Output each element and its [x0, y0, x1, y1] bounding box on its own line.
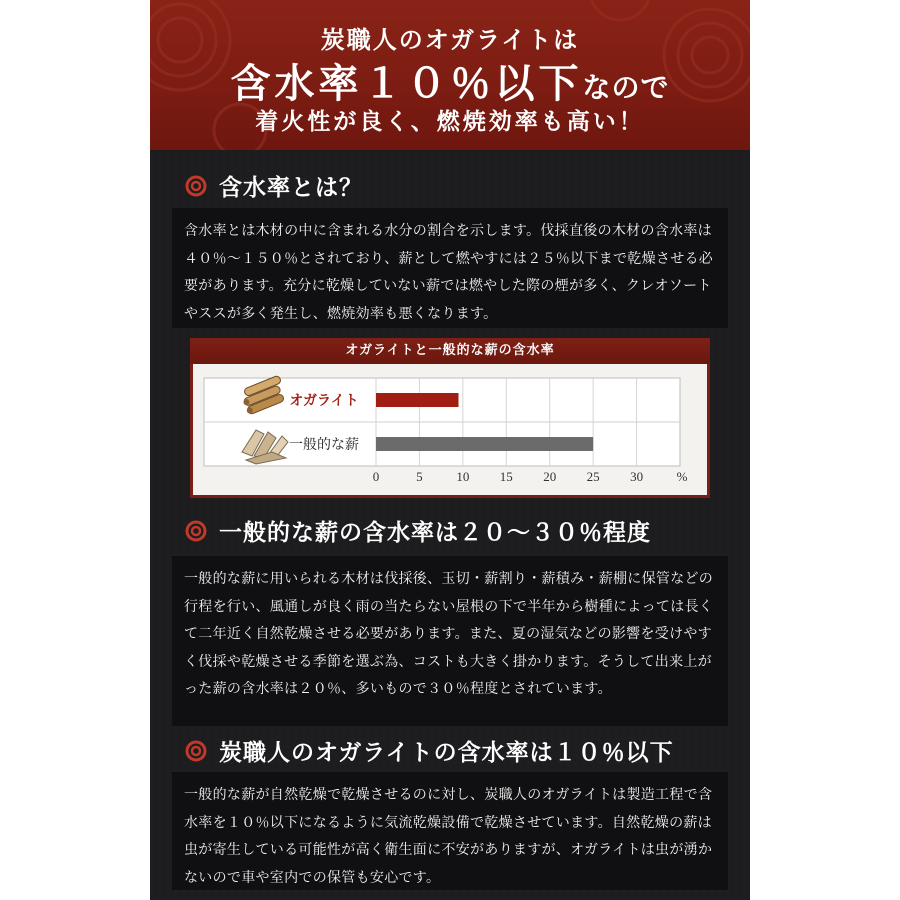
hero-line-2	[150, 52, 750, 109]
section-header-ogalite	[185, 730, 725, 772]
hero-line-3: 着火性が良く、燃焼効率も高い！	[255, 109, 645, 135]
section-body: 一般的な薪が自然乾燥で乾燥させるのに対し、炭職人のオガライトは製造工程で含水率を１０％以下になるように気流乾燥設備で乾燥させています。自然乾燥の薪は虫が寄生している可能性が高く衛生面に不安がありますが、オガライトは虫が湧かないので車や室内での保管も安心です。	[172, 772, 728, 890]
bar-firewood	[376, 437, 593, 451]
chart-x-ticks	[373, 469, 643, 484]
section-header-firewood	[185, 510, 725, 552]
swirl-icon	[185, 520, 207, 542]
bar-ogalite	[376, 393, 459, 407]
hero-headline: 含水率１０％以下	[230, 61, 583, 107]
x-axis-unit: %	[676, 469, 688, 484]
chart-plot	[190, 338, 710, 498]
hero-banner	[150, 0, 750, 150]
swirl-icon	[185, 175, 207, 197]
swirl-icon	[185, 740, 207, 762]
hero-headline-suffix: なので	[582, 71, 670, 104]
section-title: 含水率とは？	[219, 175, 363, 201]
x-tick-label: 0	[372, 469, 380, 484]
x-tick-label: 5	[416, 469, 423, 484]
section-title: 一般的な薪の含水率は２０～３０％程度	[219, 520, 651, 546]
content-panel	[150, 0, 750, 900]
x-tick-label: 25	[586, 469, 600, 484]
category-label-firewood: 一般的な薪	[289, 436, 359, 452]
chart-title: オガライトと一般的な薪の含水率	[345, 343, 555, 358]
hero-line-1: 炭職人のオガライトは	[320, 26, 580, 54]
x-tick-label: 20	[543, 469, 557, 484]
section-title: 炭職人のオガライトの含水率は１０％以下	[219, 740, 674, 766]
x-tick-label: 30	[630, 469, 644, 484]
moisture-chart	[190, 338, 710, 498]
section-header-moisture	[185, 165, 725, 207]
x-tick-label: 15	[499, 469, 513, 484]
category-label-ogalite: オガライト	[289, 392, 359, 408]
section-body: 含水率とは木材の中に含まれる水分の割合を示します。伐採直後の木材の含水率は４０％～１５０％とされており、薪として燃やすには２５％以下まで乾燥させる必要があります。充分に乾燥していない薪では燃やした際の煙が多く、クレオソートやススが多く発生し、燃焼効率も悪くなります。	[172, 208, 728, 328]
x-tick-label: 10	[456, 469, 470, 484]
section-body: 一般的な薪に用いられる木材は伐採後、玉切・薪割り・薪積み・薪棚に保管などの行程を行い、風通しが良く雨の当たらない屋根の下で半年から樹種によっては長くて二年近く自然乾燥させる必要があります。また、夏の湿気などの影響を受けやすく伐採や乾燥させる季節を選ぶ為、コストも大きく掛かります。そうして出来上がった薪の含水率は２０％、多いもので３０％程度とされています。	[172, 556, 728, 726]
